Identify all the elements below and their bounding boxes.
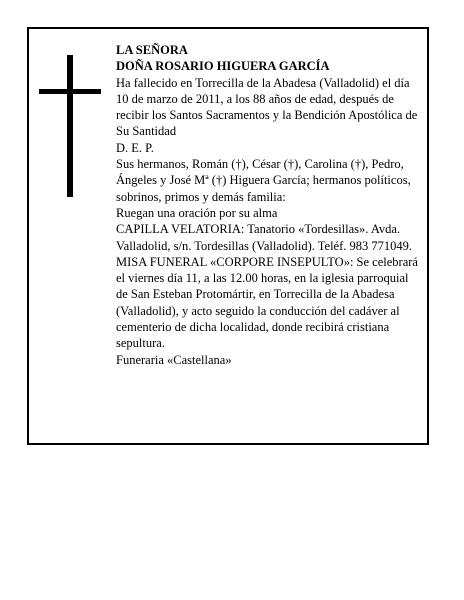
notice-title: LA SEÑORA	[116, 43, 188, 57]
funeral-mass: MISA FUNERAL «CORPORE INSEPULTO»: Se celebrará el viernes día 11, a las 12.00 horas, en la iglesia parroquial de San Esteban Protomártir, en Torrecilla de la Abadesa (Valladolid), y acto seguido la conducción del cadáver al cementerio de dicha localidad, donde recibirá cristiana sepultura.	[116, 254, 418, 351]
funeral-home: Funeraria «Castellana»	[116, 352, 232, 367]
cross-icon	[39, 55, 101, 197]
family-members: Sus hermanos, Román (†), César (†), Carolina (†), Pedro, Ángeles y José Mª (†) Higuera García; hermanos políticos, sobrinos, primos y demás familia:	[116, 157, 411, 204]
rip-text: D. E. P.	[116, 140, 154, 155]
obituary-notice	[27, 27, 429, 445]
wake-location: CAPILLA VELATORIA: Tanatorio «Tordesillas». Avda. Valladolid, s/n. Tordesillas (Valladolid). Teléf. 983 771049.	[116, 222, 413, 253]
prayer-request: Ruegan una oración por su alma	[116, 205, 278, 220]
cross-horizontal-bar	[39, 89, 101, 94]
notice-body	[116, 42, 423, 368]
deceased-name: DOÑA ROSARIO HIGUERA GARCÍA	[116, 59, 330, 74]
cross-vertical-bar	[67, 55, 73, 197]
death-announcement: Ha fallecido en Torrecilla de la Abadesa (Valladolid) el día 10 de marzo de 2011, a los 88 años de edad, después de recibir los Santos Sacramentos y la Bendición Apostólica de Su Santidad	[116, 75, 418, 139]
